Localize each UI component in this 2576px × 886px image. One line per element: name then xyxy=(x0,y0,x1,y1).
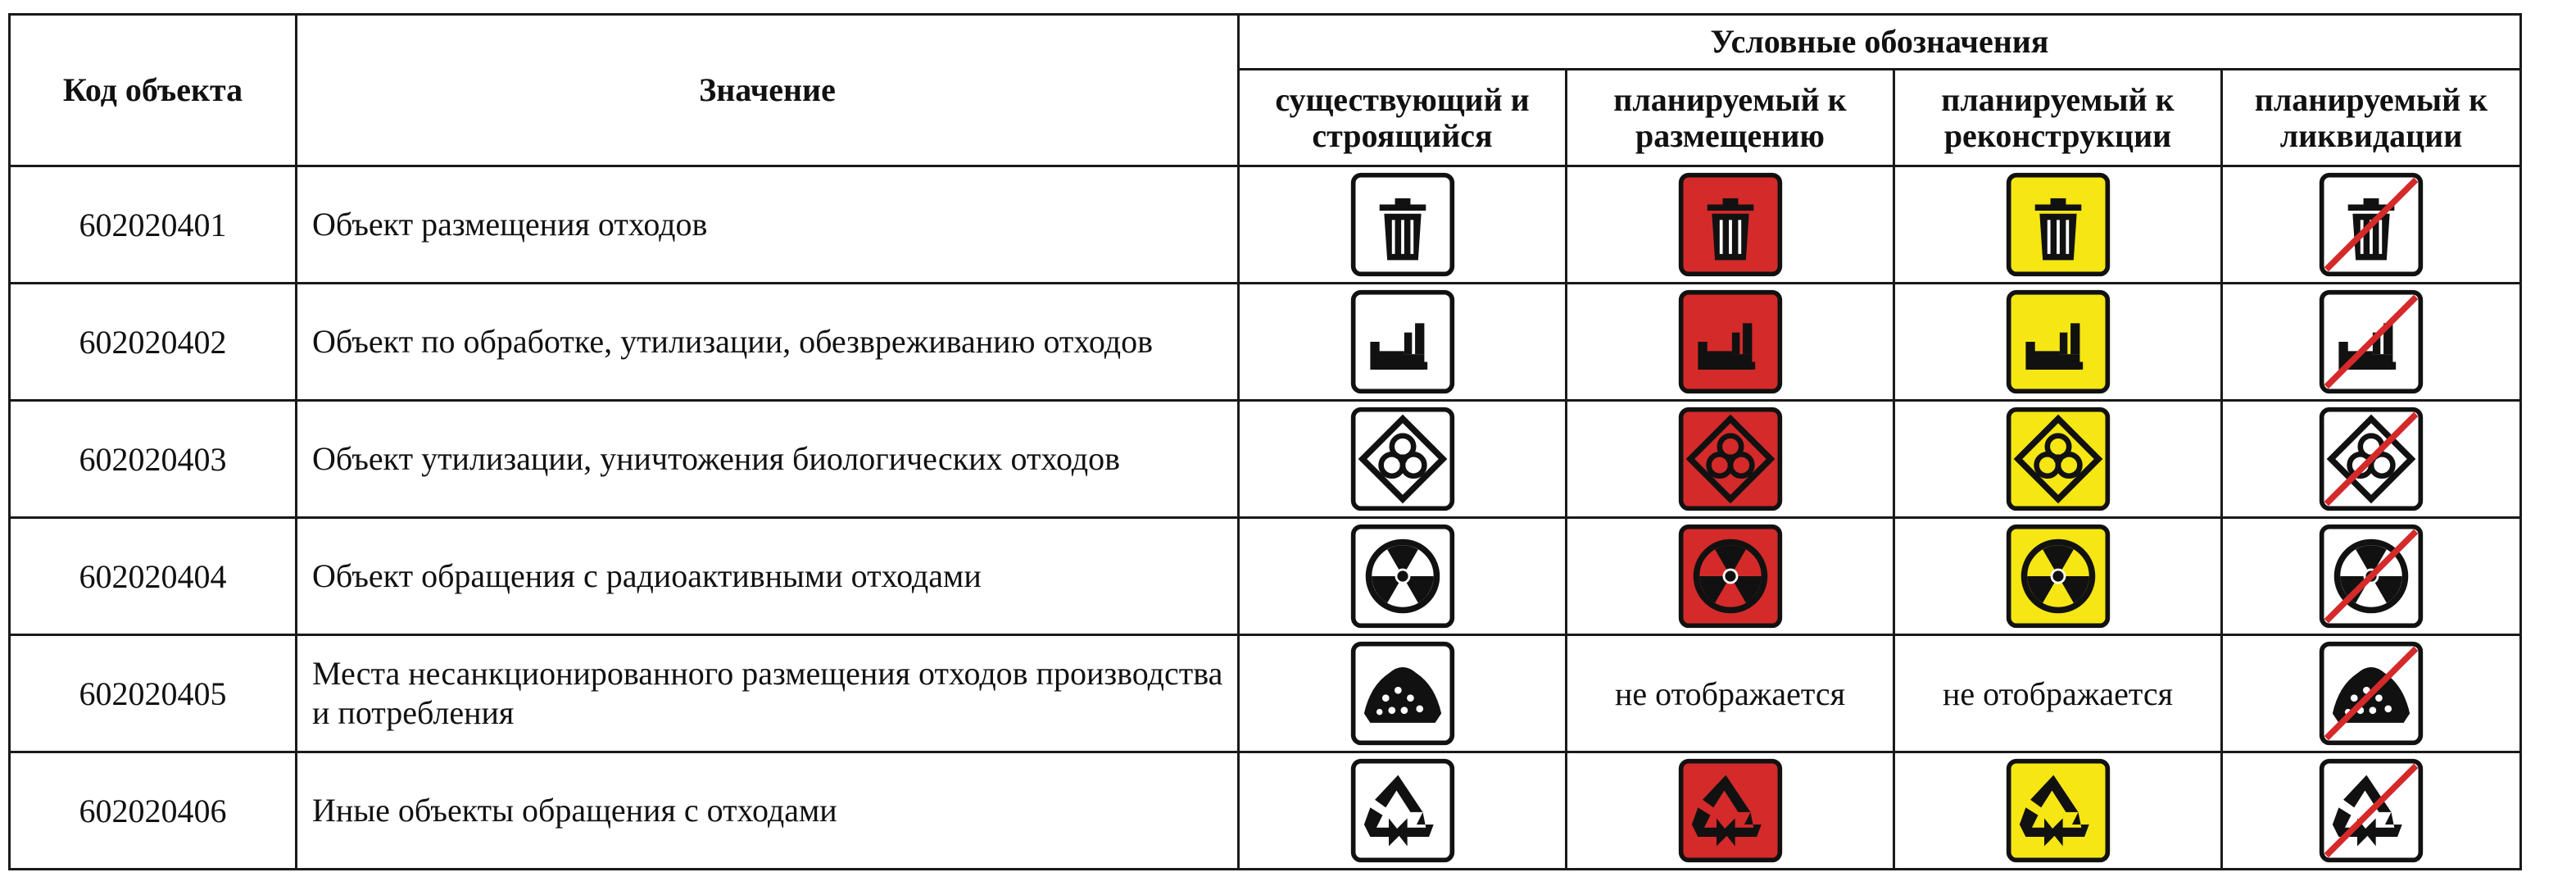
symbol-cell-planned-liquidation xyxy=(2222,401,2521,518)
header-row xyxy=(10,15,2521,70)
column-header-existing: существующий и строящийся xyxy=(1239,70,1567,166)
object-meaning: Места несанкционированного размещения отходов производства и потребления xyxy=(297,635,1239,752)
object-code: 602020405 xyxy=(10,635,297,752)
symbol-cell-planned-reconstruction xyxy=(1894,284,2222,401)
meaning-header: Значение xyxy=(297,15,1239,166)
symbol-cell-planned-liquidation xyxy=(2222,518,2521,635)
symbol-cell-planned-reconstruction xyxy=(1894,752,2222,870)
object-code: 602020403 xyxy=(10,401,297,518)
code-header: Код объекта xyxy=(10,15,297,166)
symbol-cell-planned-liquidation xyxy=(2222,752,2521,870)
symbol-cell-existing xyxy=(1239,635,1567,752)
radiation-icon xyxy=(1349,522,1457,630)
legend-table xyxy=(8,13,2522,870)
not-shown-label: не отображается xyxy=(1567,635,1894,752)
table-row xyxy=(10,401,2521,518)
column-header-planned-placement: планируемый к размещению xyxy=(1567,70,1894,166)
object-meaning: Объект обращения с радиоактивными отходами xyxy=(297,518,1239,635)
symbol-cell-planned-placement xyxy=(1567,518,1894,635)
symbol-cell-existing xyxy=(1239,401,1567,518)
trash-bin-icon xyxy=(1349,170,1457,279)
table-row xyxy=(10,752,2521,870)
table-row xyxy=(10,284,2521,401)
table-row xyxy=(10,166,2521,284)
symbols-group-header: Условные обозначения xyxy=(1239,15,2521,70)
object-code: 602020402 xyxy=(10,284,297,401)
radiation-icon xyxy=(1676,522,1785,630)
biohazard-icon xyxy=(1349,405,1457,513)
object-meaning: Объект размещения отходов xyxy=(297,166,1239,284)
column-header-planned-liquidation: планируемый к ликвидации xyxy=(2222,70,2521,166)
factory-icon xyxy=(2004,288,2112,396)
object-meaning: Иные объекты обращения с отходами xyxy=(297,752,1239,870)
trash-bin-icon xyxy=(2004,170,2112,279)
table-row xyxy=(10,635,2521,752)
symbol-cell-existing xyxy=(1239,518,1567,635)
factory-icon xyxy=(2317,288,2425,396)
symbol-cell-existing xyxy=(1239,166,1567,284)
radiation-icon xyxy=(2004,522,2112,630)
symbol-cell-planned-reconstruction xyxy=(1894,166,2222,284)
symbol-cell-planned-reconstruction xyxy=(1894,401,2222,518)
not-shown-label: не отображается xyxy=(1894,635,2222,752)
recycle-icon xyxy=(2004,757,2112,865)
recycle-icon xyxy=(1349,757,1457,865)
symbol-cell-planned-liquidation xyxy=(2222,284,2521,401)
biohazard-icon xyxy=(1676,405,1785,513)
symbol-cell-planned-liquidation xyxy=(2222,166,2521,284)
symbol-cell-existing xyxy=(1239,752,1567,870)
symbol-cell-planned-liquidation xyxy=(2222,635,2521,752)
factory-icon xyxy=(1676,288,1785,396)
biohazard-icon xyxy=(2317,405,2425,513)
table-row xyxy=(10,518,2521,635)
trash-bin-icon xyxy=(1676,170,1785,279)
symbol-cell-planned-placement xyxy=(1567,752,1894,870)
recycle-icon xyxy=(2317,757,2425,865)
waste-heap-icon xyxy=(1349,639,1457,747)
radiation-icon xyxy=(2317,522,2425,630)
symbol-cell-existing xyxy=(1239,284,1567,401)
symbol-cell-planned-placement xyxy=(1567,166,1894,284)
object-code: 602020404 xyxy=(10,518,297,635)
trash-bin-icon xyxy=(2317,170,2425,279)
object-code: 602020406 xyxy=(10,752,297,870)
waste-heap-icon xyxy=(2317,639,2425,747)
object-code: 602020401 xyxy=(10,166,297,284)
object-meaning: Объект по обработке, утилизации, обезвреживанию отходов xyxy=(297,284,1239,401)
symbol-cell-planned-reconstruction xyxy=(1894,518,2222,635)
factory-icon xyxy=(1349,288,1457,396)
biohazard-icon xyxy=(2004,405,2112,513)
symbol-cell-planned-placement xyxy=(1567,401,1894,518)
column-header-planned-reconstruction: планируемый к реконструкции xyxy=(1894,70,2222,166)
object-meaning: Объект утилизации, уничтожения биологических отходов xyxy=(297,401,1239,518)
symbol-cell-planned-placement xyxy=(1567,284,1894,401)
recycle-icon xyxy=(1676,757,1785,865)
